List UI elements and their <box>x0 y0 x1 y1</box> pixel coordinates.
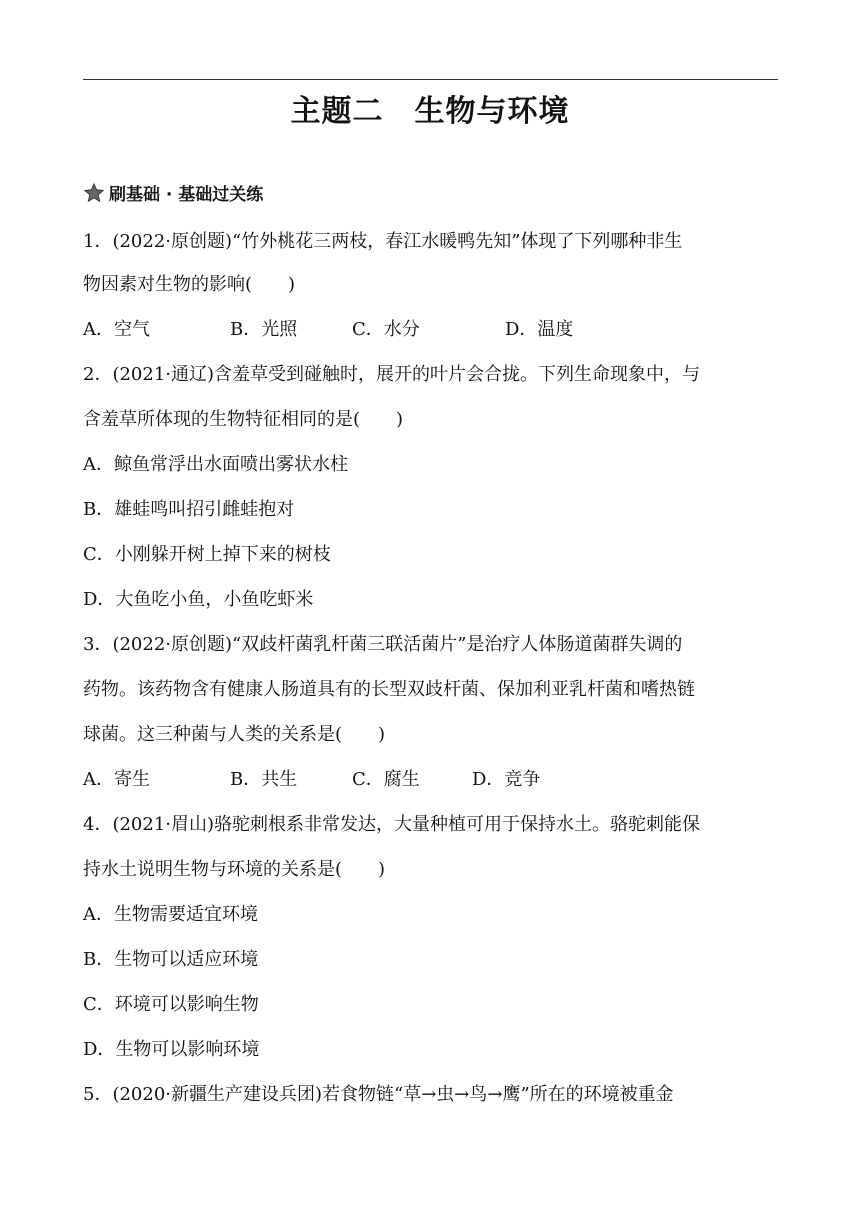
option-a: A．生物需要适宜环境 <box>83 904 258 925</box>
question-line: 药物。该药物含有健康人肠道具有的长型双歧杆菌、保加利亚乳杆菌和嗜热链 <box>83 679 695 700</box>
question-line: 持水土说明生物与环境的关系是( ) <box>83 859 386 880</box>
question-line: 1．(2022·原创题)“竹外桃花三两枝，春江水暖鸭先知”体现了下列哪种非生 <box>83 231 683 252</box>
question-5 <box>83 1072 783 1117</box>
option-b: B．光照 <box>230 319 298 340</box>
question-line: 球菌。这三种菌与人类的关系是( ) <box>83 724 386 745</box>
option-a: A．寄生 <box>83 769 150 790</box>
option-a: A．空气 <box>83 319 150 340</box>
option-c: C．腐生 <box>352 769 420 790</box>
page-title: 主题二 生物与环境 <box>290 94 570 129</box>
option-d: D．生物可以影响环境 <box>83 1039 260 1060</box>
option-b: B．共生 <box>230 769 298 790</box>
option-row <box>83 757 783 802</box>
question-line: 5．(2020·新疆生产建设兵团)若食物链“草→虫→鸟→鹰”所在的环境被重金 <box>83 1084 674 1105</box>
question-2 <box>83 352 783 622</box>
section-heading-text: 刷基础 · 基础过关练 <box>109 185 264 205</box>
question-line: 含羞草所体现的生物特征相同的是( ) <box>83 409 404 430</box>
header-rule <box>83 79 778 80</box>
question-line: 2．(2021·通辽)含羞草受到碰触时，展开的叶片会合拢。下列生命现象中，与 <box>83 364 701 385</box>
option-c: C．小刚躲开树上掉下来的树枝 <box>83 544 331 565</box>
question-line: 物因素对生物的影响( ) <box>83 274 296 295</box>
question-line: 4．(2021·眉山)骆驼刺根系非常发达，大量种植可用于保持水土。骆驼刺能保 <box>83 814 701 835</box>
question-3 <box>83 622 783 802</box>
option-b: B．生物可以适应环境 <box>83 949 259 970</box>
question-4 <box>83 802 783 1072</box>
question-list <box>83 222 783 1117</box>
question-line: 3．(2022·原创题)“双歧杆菌乳杆菌三联活菌片”是治疗人体肠道菌群失调的 <box>83 634 683 655</box>
option-d: D．温度 <box>505 319 574 340</box>
option-c: C．环境可以影响生物 <box>83 994 259 1015</box>
option-d: D．大鱼吃小鱼，小鱼吃虾米 <box>83 589 314 610</box>
option-d: D．竞争 <box>472 769 541 790</box>
option-row <box>83 307 783 352</box>
option-a: A．鲸鱼常浮出水面喷出雾状水柱 <box>83 454 348 475</box>
star-icon <box>83 182 105 204</box>
question-1 <box>83 222 783 352</box>
option-c: C．水分 <box>352 319 420 340</box>
section-heading <box>83 180 263 205</box>
option-b: B．雄蛙鸣叫招引雌蛙抱对 <box>83 499 295 520</box>
